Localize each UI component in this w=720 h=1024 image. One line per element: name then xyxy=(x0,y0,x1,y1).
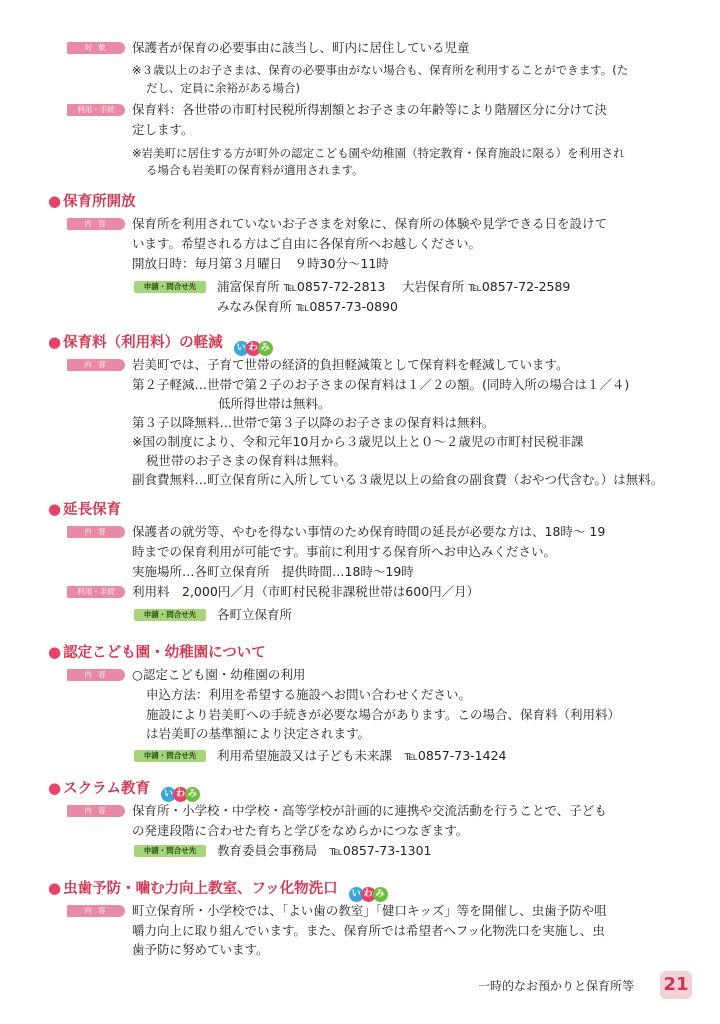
open-house-contact-row xyxy=(0,297,720,317)
section-title: 延長保育 xyxy=(63,502,122,518)
riyo-text-1: 保育料：各世帯の市町村民税所得割額とお子さまの年齢等により階層区分に分けて決 xyxy=(132,102,608,117)
extended-fee: 利用料 2,000円／月（市町村民税非課税世帯は600円／月） xyxy=(132,584,480,599)
contact-tag: 申請・問合せ先 xyxy=(134,750,206,762)
bullet-icon: ● xyxy=(48,333,62,351)
contact-tag: 申請・問合せ先 xyxy=(134,609,206,621)
kodomoen-contact-row xyxy=(0,746,720,766)
footer-section-label: 一時的なお預かりと保育所等 xyxy=(478,979,635,993)
section-title: スクラム教育 xyxy=(63,781,150,797)
extended-fee-row xyxy=(0,582,720,602)
scrum-text-1: 保育所・小学校・中学校・高等学校が計画的に連携や交流活動を行うことで、子ども xyxy=(132,803,607,818)
fee-text-1: 岩美町では、子育て世帯の経済的負担軽減策として保育料を軽減しています。 xyxy=(132,357,569,372)
fee-text-2: 第２子軽減…世帯で第２子のお子さまの保育料は１／２の額。(同時入所の場合は１／４) xyxy=(132,377,630,392)
iwami-badge-icon: い わ み xyxy=(349,880,385,904)
fee-text-5: ※国の制度により、令和元年10月から３歳児以上と０～２歳児の市町村民税非課 xyxy=(132,434,584,449)
section-title: 認定こども園・幼稚園について xyxy=(63,645,266,661)
taisho-note-1: ※３歳以上のお子さまは、保育の必要事由がない場合も、保育所を利用することができます。(た xyxy=(132,63,629,77)
open-house-contact-1: 浦富保育所 ℡0857-72-2813 大岩保育所 ℡0857-72-2589 xyxy=(217,279,571,294)
open-house-contact-row xyxy=(0,277,720,297)
taisho-note-2: だし、定員に余裕がある場合) xyxy=(146,81,300,95)
naiyo-tag: 内 容 xyxy=(67,218,125,230)
dental-row xyxy=(0,940,720,960)
extended-text-1: 保護者の就労等、やむを得ない事情のため保育時間の延長が必要な方は、18時～ 19 xyxy=(132,524,606,539)
riyo-tag: 利用・手続 xyxy=(67,104,125,116)
section-heading-extended xyxy=(48,497,121,521)
section-heading-fee-reduction xyxy=(48,330,270,354)
bullet-icon: ● xyxy=(48,779,62,797)
extended-text-2: 時までの保育利用が可能です。事前に利用する保育所へお申込みください。 xyxy=(132,544,557,559)
open-house-contact-2: みなみ保育所 ℡0857-73-0890 xyxy=(217,299,398,314)
kodomoen-text-4: は岩美町の基準額により決定されます。 xyxy=(146,726,371,741)
open-house-row xyxy=(0,254,720,274)
naiyo-tag: 内 容 xyxy=(67,526,125,538)
riyo-note-2: る場合も岩美町の保育料が適用されます。 xyxy=(146,163,364,177)
dental-text-1: 町立保育所・小学校では、「よい歯の教室」「健口キッズ」等を開催し、虫歯予防や咀 xyxy=(132,903,607,918)
fee-text-3: 低所得世帯は無料。 xyxy=(218,396,331,411)
fee-row xyxy=(0,451,720,471)
extended-row xyxy=(0,562,720,582)
open-house-row xyxy=(0,234,720,254)
taisho-note-row xyxy=(0,60,720,80)
bullet-icon: ● xyxy=(48,500,62,518)
section-title: 保育料（利用料）の軽減 xyxy=(63,335,223,351)
contact-tag: 申請・問合せ先 xyxy=(134,281,206,293)
extended-text-3: 実施場所…各町立保育所 提供時間…18時～19時 xyxy=(132,564,414,579)
fee-row xyxy=(0,432,720,452)
extended-contact-row xyxy=(0,605,720,625)
kodomoen-row xyxy=(0,685,720,705)
kodomoen-text-3: 施設により岩美町への手続きが必要な場合があります。この場合、保育料（利用料） xyxy=(146,707,621,722)
riyo-row xyxy=(0,120,720,140)
fee-row xyxy=(0,394,720,414)
riyo-note-row xyxy=(0,160,720,180)
fee-row xyxy=(0,355,720,375)
extended-contact: 各町立保育所 xyxy=(217,607,293,622)
bullet-icon: ● xyxy=(48,643,62,661)
open-house-text-1: 保育所を利用されていないお子さまを対象に、保育所の体験や見学できる日を設けて xyxy=(132,216,608,231)
fee-row xyxy=(0,375,720,395)
scrum-text-2: の発達段階に合わせた育ちと学びをなめらかにつなぎます。 xyxy=(132,823,469,838)
open-house-text-3: 開放日時：毎月第３月曜日 ９時30分～11時 xyxy=(132,256,389,271)
bullet-icon: ● xyxy=(48,192,62,210)
taisho-tag: 対 象 xyxy=(67,42,125,54)
dental-text-3: 歯予防に努めています。 xyxy=(132,942,269,957)
kodomoen-contact: 利用希望施設又は子ども未来課 ℡0857-73-1424 xyxy=(217,748,507,763)
extended-row xyxy=(0,542,720,562)
scrum-contact: 教育委員会事務局 ℡0857-73-1301 xyxy=(217,843,432,858)
riyo-text-2: 定します。 xyxy=(132,122,194,137)
naiyo-tag: 内 容 xyxy=(67,805,125,817)
taisho-note-row xyxy=(0,78,720,98)
kodomoen-text-1: ○認定こども園・幼稚園の利用 xyxy=(132,667,306,682)
scrum-row xyxy=(0,821,720,841)
section-heading-open-house xyxy=(48,189,136,213)
section-heading-scrum xyxy=(48,776,197,800)
scrum-contact-row xyxy=(0,841,720,861)
fee-text-4: 第３子以降無料…世帯で第３子以降のお子さまの保育料は無料。 xyxy=(132,415,495,430)
naiyo-tag: 内 容 xyxy=(67,669,125,681)
iwami-badge-icon: い わ み xyxy=(234,334,270,358)
dental-row xyxy=(0,921,720,941)
fee-text-7: 副食費無料…町立保育所に入所している３歳児以上の給食の副食費（おやつ代含む。）は無料。 xyxy=(132,472,664,487)
section-title: 保育所開放 xyxy=(63,194,136,210)
riyo-tag: 利用・手続 xyxy=(67,586,125,598)
dental-row xyxy=(0,901,720,921)
kodomoen-row xyxy=(0,665,720,685)
fee-text-6: 税世帯のお子さまの保育料は無料。 xyxy=(146,453,347,468)
naiyo-tag: 内 容 xyxy=(67,905,125,917)
kodomoen-row xyxy=(0,705,720,725)
section-title: 虫歯予防・噛む力向上教室、フッ化物洗口 xyxy=(63,881,338,897)
open-house-text-2: います。希望される方はご自由に各保育所へお越しください。 xyxy=(132,236,482,251)
section-heading-dental xyxy=(48,876,385,900)
dental-text-2: 嚼力向上に取り組んでいます。また、保育所では希望者へフッ化物洗口を実施し、虫 xyxy=(132,923,605,938)
kodomoen-row xyxy=(0,724,720,744)
iwami-badge-icon: い わ み xyxy=(161,780,197,804)
bullet-icon: ● xyxy=(48,879,62,897)
taisho-text: 保護者が保育の必要事由に該当し、町内に居住している児童 xyxy=(132,40,470,55)
scrum-row xyxy=(0,801,720,821)
page-number: 21 xyxy=(660,971,692,999)
intro-taisho-row xyxy=(0,38,720,58)
riyo-note-1: ※岩美町に居住する方が町外の認定こども園や幼稚園（特定教育・保育施設に限る）を利用され xyxy=(132,146,625,160)
section-heading-kodomoen xyxy=(48,640,266,664)
fee-row xyxy=(0,470,720,490)
open-house-row xyxy=(0,214,720,234)
intro-riyo-row xyxy=(0,100,720,120)
naiyo-tag: 内 容 xyxy=(67,359,125,371)
extended-row xyxy=(0,522,720,542)
kodomoen-text-2: 申込方法：利用を希望する施設へお問い合わせください。 xyxy=(146,687,472,702)
fee-row xyxy=(0,413,720,433)
contact-tag: 申請・問合せ先 xyxy=(134,845,206,857)
